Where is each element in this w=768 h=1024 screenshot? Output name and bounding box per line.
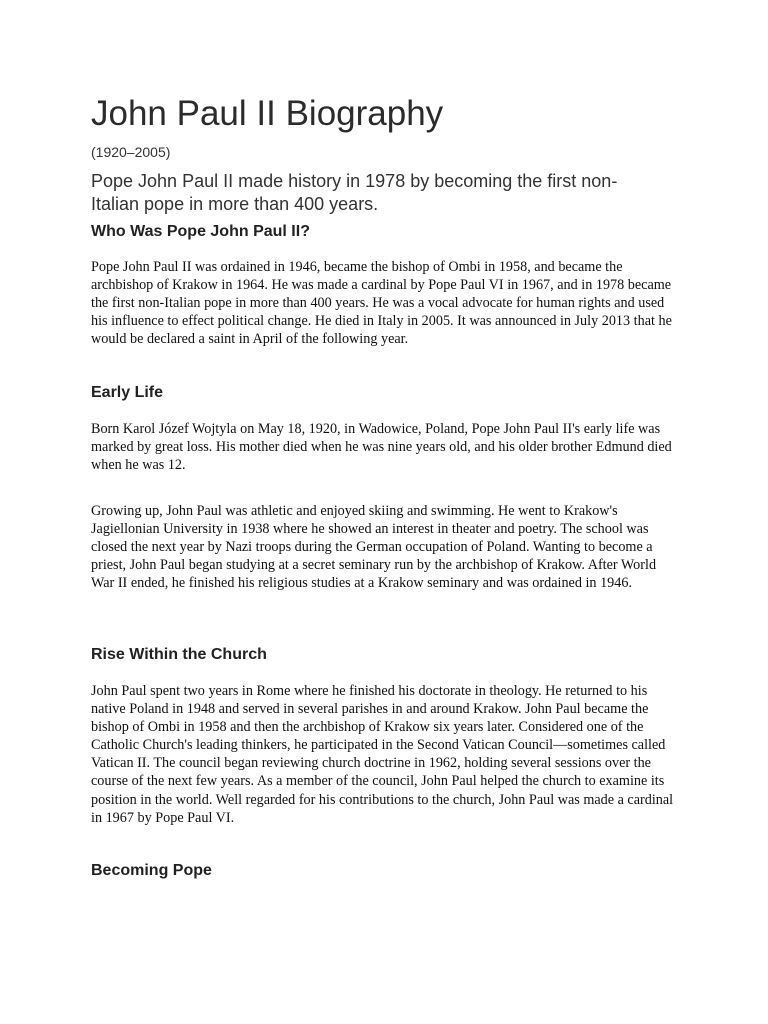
section-heading-who-was: Who Was Pope John Paul II? bbox=[91, 223, 310, 240]
paragraph-rise-within-church: John Paul spent two years in Rome where he finished his doctorate in theology. He returned to his native Poland in 1948 and served in several parishes in and around Krakow. John Paul became the bishop of Ombi in 1958 and then the archbishop of Krakow six years later. Considered one of the Catholic Church's leading thinkers, he participated in the Second Vatican Council—sometimes called Vatican II. The council began reviewing church doctrine in 1962, holding several sessions over the course of the next few years. As a member of the council, John Paul helped the church to examine its position in the world. Well regarded for his contributions to the church, John Paul was made a cardinal in 1967 by Pope Paul VI. bbox=[91, 683, 674, 826]
summary-text: Pope John Paul II made history in 1978 by becoming the first non-Italian pope in more than 400 years. bbox=[91, 171, 618, 214]
section-heading-becoming-pope: Becoming Pope bbox=[91, 862, 212, 879]
paragraph-who-was: Pope John Paul II was ordained in 1946, became the bishop of Ombi in 1958, and became the archbishop of Krakow in 1964. He was made a cardinal by Pope Paul VI in 1967, and in 1978 became the first non-Italian pope in more than 400 years. He was a vocal advocate for human rights and used his influence to effect political change. He died in Italy in 2005. It was announced in July 2013 that he would be declared a saint in April of the following year. bbox=[91, 259, 672, 348]
page-title: John Paul II Biography bbox=[91, 94, 444, 133]
paragraph-early-life-2: Growing up, John Paul was athletic and enjoyed skiing and swimming. He went to Krakow's Jagiellonian University in 1938 where he showed an interest in theater and poetry. The school was closed the next year by Nazi troops during the German occupation of Poland. Wanting to become a priest, John Paul began studying at a secret seminary run by the archbishop of Krakow. After World War II ended, he finished his religious studies at a Krakow seminary and was ordained in 1946. bbox=[91, 503, 657, 592]
paragraph-early-life-1: Born Karol Józef Wojtyla on May 18, 1920, in Wadowice, Poland, Pope John Paul II's early life was marked by great loss. His mother died when he was nine years old, and his older brother Edmund died when he was 12. bbox=[91, 421, 672, 474]
section-heading-early-life: Early Life bbox=[91, 384, 164, 401]
lifespan-dates: (1920–2005) bbox=[91, 144, 171, 160]
section-heading-rise-within-church: Rise Within the Church bbox=[91, 646, 267, 663]
